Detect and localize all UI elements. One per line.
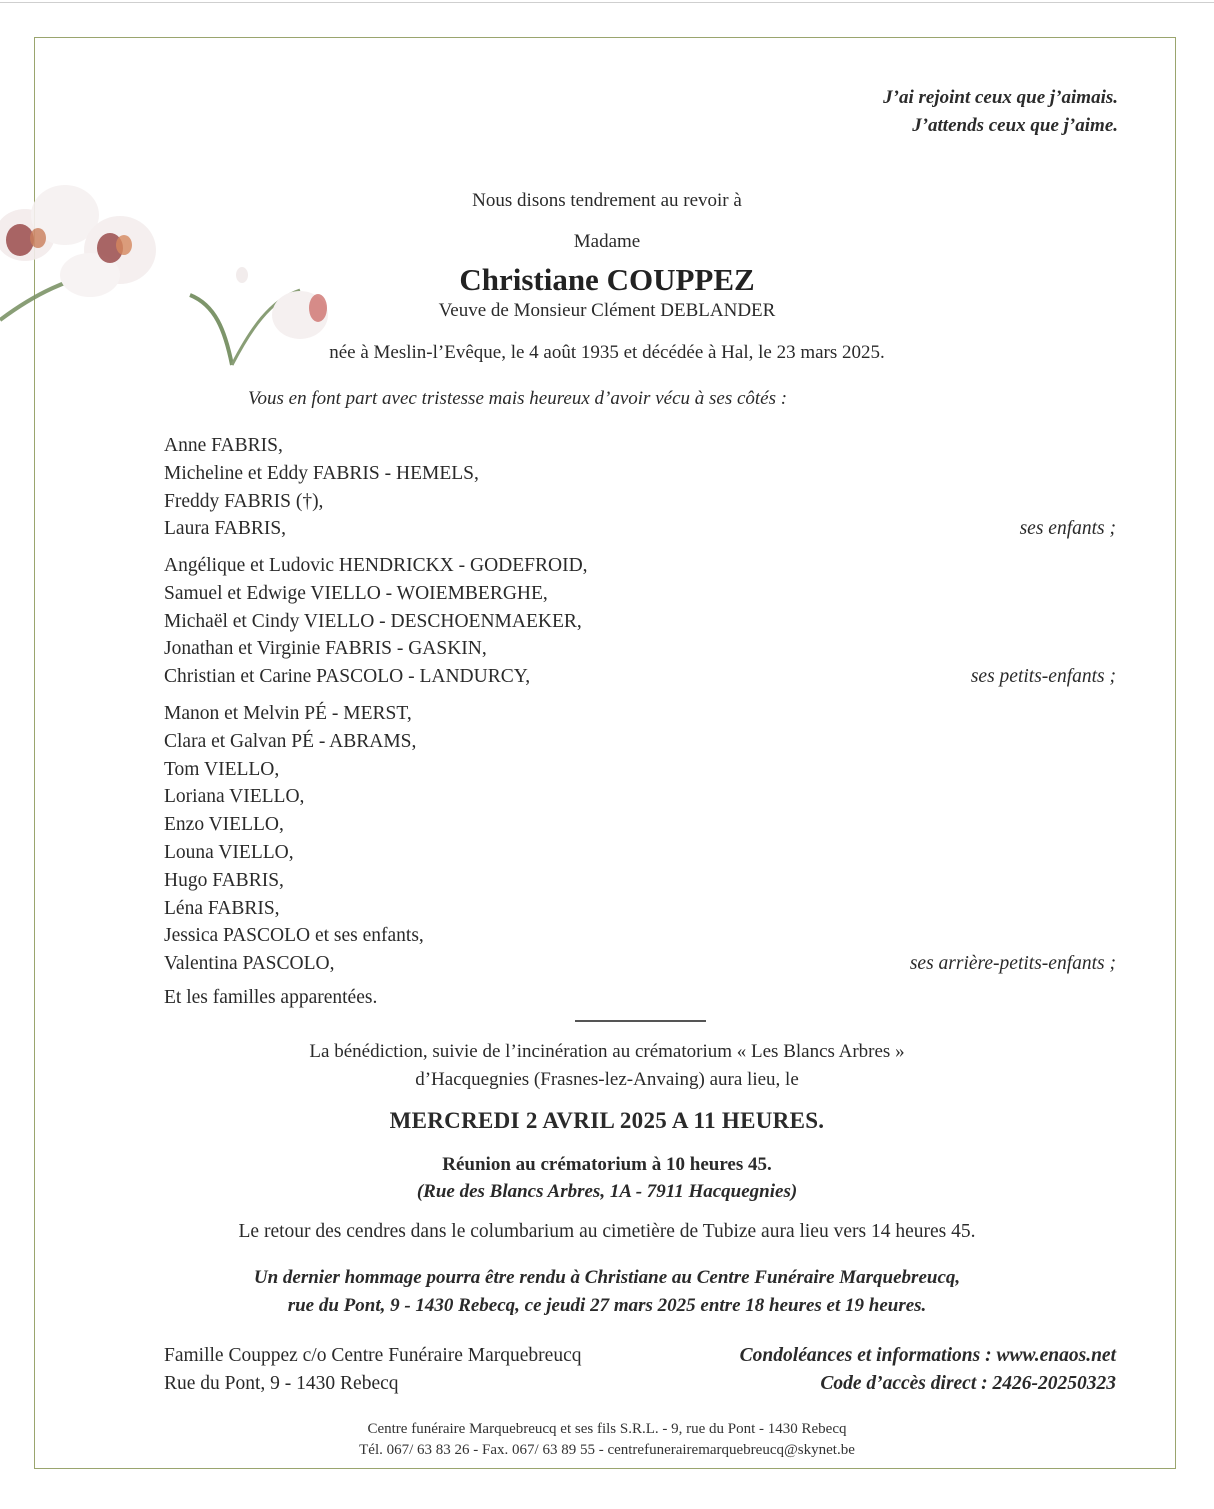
- relation-label: ses arrière-petits-enfants ;: [909, 953, 1116, 975]
- family-member: [164, 839, 1116, 867]
- member-name: Louna VIELLO,: [164, 841, 294, 863]
- member-name: Micheline et Eddy FABRIS - HEMELS,: [164, 462, 479, 484]
- member-name: Clara et Galvan PÉ - ABRAMS,: [164, 730, 417, 752]
- grandchildren-group: [164, 552, 1116, 691]
- related-families: Et les familles apparentées.: [164, 987, 378, 1008]
- condolences-info: [640, 1342, 1116, 1398]
- widow-of: Veuve de Monsieur Clément DEBLANDER: [438, 300, 776, 321]
- contact-line: Rue du Pont, 9 - 1430 Rebecq: [164, 1373, 399, 1394]
- family-contact: [164, 1342, 581, 1398]
- great-grandchildren-group: [164, 700, 1116, 978]
- family-member: [164, 867, 1116, 895]
- member-name: Anne FABRIS,: [164, 435, 283, 456]
- member-name: Tom VIELLO,: [164, 758, 280, 780]
- intro-text: Nous disons tendrement au revoir à: [472, 190, 742, 211]
- member-name: Léna FABRIS,: [164, 897, 280, 919]
- family-member: [164, 950, 1116, 978]
- top-rule: [0, 2, 1214, 3]
- relation-label: ses petits-enfants ;: [970, 666, 1116, 688]
- footer-line: Centre funéraire Marquebreucq et ses fils S.R.L. - 9, rue du Pont - 1430 Rebecq: [367, 1421, 847, 1437]
- tribute-line: rue du Pont, 9 - 1430 Rebecq, ce jeudi 27 mars 2025 entre 18 heures et 19 heures.: [287, 1295, 927, 1316]
- member-name: Loriana VIELLO,: [164, 786, 305, 808]
- family-member: [164, 608, 1116, 636]
- condolences-website: Condoléances et informations : www.enaos.net: [739, 1345, 1116, 1366]
- family-member: [164, 922, 1116, 950]
- relation-label: ses enfants ;: [1019, 518, 1116, 540]
- ceremony-line: La bénédiction, suivie de l’incinération au crématorium « Les Blancs Arbres »: [309, 1041, 905, 1062]
- quote-line: J’attends ceux que j’aime.: [912, 115, 1118, 136]
- final-tribute: [0, 1264, 1214, 1320]
- family-member: [164, 728, 1116, 756]
- member-name: Christian et Carine PASCOLO - LANDURCY,: [164, 666, 531, 688]
- quote-line: J’ai rejoint ceux que j’aimais.: [883, 87, 1118, 108]
- family-member: [164, 580, 1116, 608]
- member-name: Hugo FABRIS,: [164, 869, 284, 891]
- family-member: [164, 811, 1116, 839]
- family-member: [164, 895, 1116, 923]
- deceased-name: Christiane COUPPEZ: [459, 262, 755, 297]
- announcement: Vous en font part avec tristesse mais heureux d’avoir vécu à ses côtés :: [248, 388, 788, 409]
- family-member: [164, 515, 1116, 543]
- member-name: Valentina PASCOLO,: [164, 953, 335, 975]
- ceremony-info: [0, 1038, 1214, 1094]
- epitaph-quote: [740, 84, 1118, 140]
- member-name: Freddy FABRIS (†),: [164, 490, 324, 512]
- family-member: [164, 432, 1116, 460]
- funeral-home-footer: [0, 1419, 1214, 1461]
- family-member: [164, 488, 1116, 516]
- ashes-info: Le retour des cendres dans le columbarium au cimetière de Tubize aura lieu vers 14 heures 45.: [238, 1221, 976, 1242]
- family-member: [164, 552, 1116, 580]
- family-member: [164, 756, 1116, 784]
- family-member: [164, 460, 1116, 488]
- contact-line: Famille Couppez c/o Centre Funéraire Marquebreucq: [164, 1345, 582, 1366]
- ceremony-line: d’Hacquegnies (Frasnes-lez-Anvaing) aura lieu, le: [415, 1069, 799, 1090]
- crematorium-address: (Rue des Blancs Arbres, 1A - 7911 Hacquegnies): [416, 1181, 798, 1202]
- ceremony-date: MERCREDI 2 AVRIL 2025 A 11 HEURES.: [389, 1108, 825, 1133]
- tribute-line: Un dernier hommage pourra être rendu à Christiane au Centre Funéraire Marquebreucq,: [253, 1267, 961, 1288]
- member-name: Jonathan et Virginie FABRIS - GASKIN,: [164, 638, 487, 660]
- separator: [575, 1020, 706, 1022]
- footer-line: Tél. 067/ 63 83 26 - Fax. 067/ 63 89 55 - centrefunerairemarquebreucq@skynet.be: [359, 1442, 855, 1458]
- meeting-time: Réunion au crématorium à 10 heures 45.: [442, 1154, 772, 1175]
- family-member: [164, 783, 1116, 811]
- family-member: [164, 663, 1116, 691]
- member-name: Enzo VIELLO,: [164, 814, 284, 836]
- family-member: [164, 700, 1116, 728]
- member-name: Samuel et Edwige VIELLO - WOIEMBERGHE,: [164, 582, 548, 604]
- birth-death-dates: née à Meslin-l’Evêque, le 4 août 1935 et décédée à Hal, le 23 mars 2025.: [329, 342, 885, 363]
- member-name: Angélique et Ludovic HENDRICKX - GODEFROID,: [164, 555, 588, 576]
- member-name: Laura FABRIS,: [164, 518, 287, 540]
- honorific: Madame: [573, 231, 641, 252]
- member-name: Jessica PASCOLO et ses enfants,: [164, 925, 424, 947]
- member-name: Manon et Melvin PÉ - MERST,: [164, 703, 412, 724]
- access-code: Code d’accès direct : 2426-20250323: [820, 1373, 1116, 1394]
- member-name: Michaël et Cindy VIELLO - DESCHOENMAEKER,: [164, 610, 582, 632]
- family-member: [164, 635, 1116, 663]
- children-group: [164, 432, 1116, 543]
